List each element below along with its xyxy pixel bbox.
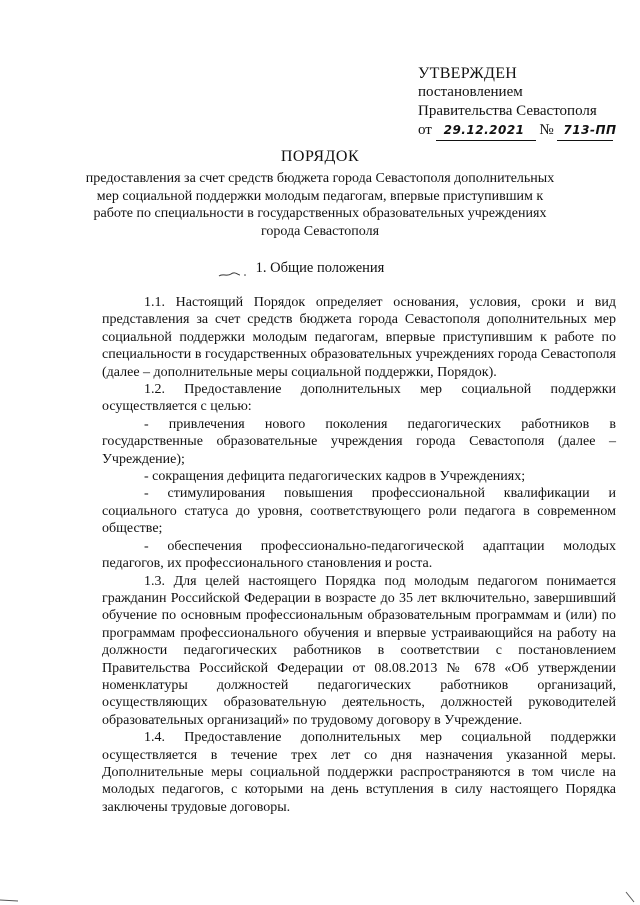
list-item: - сокращения дефицита педагогических кадров в Учреждениях; [144,469,526,485]
list-item: - стимулирования повышения профессиональной квалификации и социального статуса до уровня, соответствующего роли педагога в современном обществе; [102,486,616,537]
list-item: - привлечения нового поколения педагогических работников в государственные образовательные учреждения города Севастополя (далее – Учреждение); [102,416,616,467]
approval-block [418,64,628,141]
approval-date-line [418,121,628,141]
document-subtitle: предоставления за счет средств бюджета города Севастополя дополнительных мер социальной поддержки молодым педагогам, впервые приступившим к работе по специальности в государственных образовательных учреждениях города Севастополя [85,171,555,239]
number-prefix: № [539,122,554,138]
list-item: - обеспечения профессионально-педагогической адаптации молодых педагогов, их профессионального становления и роста. [102,538,616,572]
paragraph-1-3: 1.3. Для целей настоящего Порядка под молодым педагогом понимается гражданин Российской Федерации в возрасте до 35 лет включительно, завершивший обучение по основным профессиональным образовательным программам и (или) по программам профессионального обучения и впервые устраивающийся на работу на должности педагогических работников в соответствии с постановлением Правительства Российской Федерации от 08.08.2013 № 678 «Об утверждении номенклатуры должностей педагогических работников организаций, осуществляющих образовательную деятельность, должностей руководителей образовательных организаций» по трудовому договору в Учреждение. [102,573,616,728]
paragraph-1-4: 1.4. Предоставление дополнительных мер социальной поддержки осуществляется в течение трех лет со дня назначения указанной меры. Дополнительные меры социальной поддержки распространяются в том числе на молодых педагогов, с которыми на день вступления в силу настоящего Порядка заключены трудовые договоры. [102,730,616,815]
paragraph-1-1: 1.1. Настоящий Порядок определяет основания, условия, сроки и вид представления за счет средств бюджета города Севастополя дополнительных мер социальной поддержки молодым педагогам, впервые приступившим к работе по специальности в государственных образовательных учреждениях города Севастополя (далее – дополнительные меры социальной поддержки, Порядок). [102,295,616,380]
date-prefix: от [418,122,432,138]
scan-edge-marks [0,890,640,905]
document-body [102,294,616,816]
document-title: ПОРЯДОК [280,148,360,165]
handwritten-date: 29.12.2021 [436,121,536,141]
paragraph-1-2: 1.2. Предоставление дополнительных мер социальной поддержки осуществляется с целью: [102,382,616,415]
section-heading: 1. Общие положения [255,260,385,276]
approval-line-1: постановлением [418,84,523,100]
approval-heading: УТВЕРЖДЕН [418,65,518,82]
handwritten-number: 713-ПП [557,121,613,141]
approval-line-2: Правительства Севастополя [418,103,597,119]
